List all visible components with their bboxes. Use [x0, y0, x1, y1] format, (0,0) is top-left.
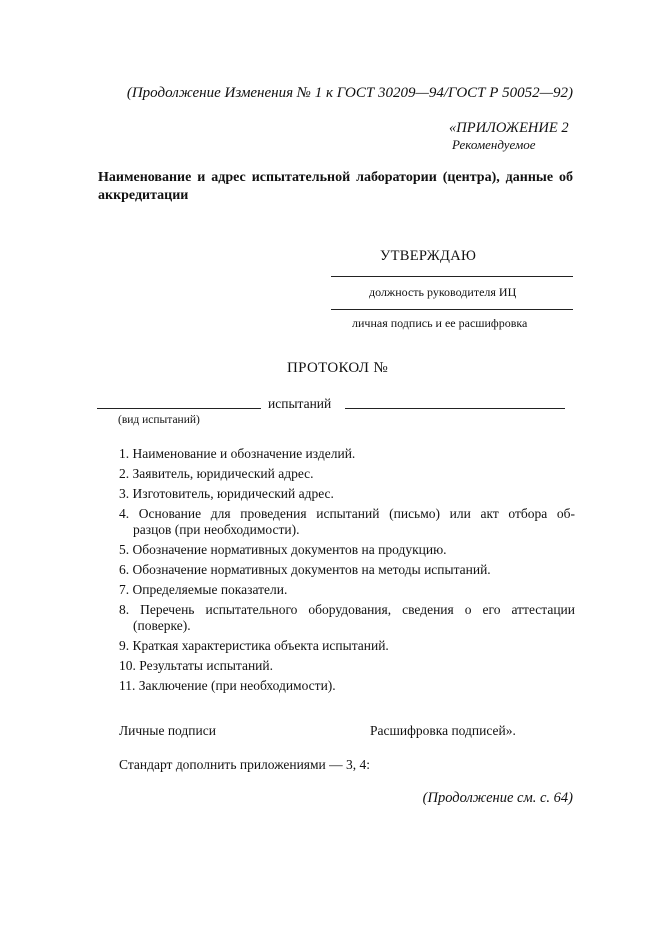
personal-signatures-label: Личные подписи: [119, 723, 216, 738]
approval-title: УТВЕРЖДАЮ: [380, 248, 477, 264]
tests-label: испытаний: [268, 396, 332, 411]
tests-kind-caption: (вид испытаний): [118, 414, 200, 426]
list-item: 8. Перечень испытательного оборудования, сведения о его аттестации (поверке).: [119, 602, 575, 633]
list-item: 5. Обозначение нормативных документов на продукцию.: [119, 542, 447, 557]
position-line: [331, 276, 573, 277]
list-item: 10. Результаты испытаний.: [119, 658, 273, 673]
list-item: 2. Заявитель, юридический адрес.: [119, 466, 314, 481]
position-caption: должность руководителя ИЦ: [369, 285, 517, 299]
lab-heading: Наименование и адрес испытательной лаборатории (центра), данные об аккредитации: [98, 170, 573, 203]
list-item: 4. Основание для проведения испытаний (письмо) или акт отбора об- разцов (при необходимости).: [119, 506, 575, 537]
list-item: 7. Определяемые показатели.: [119, 582, 288, 597]
protocol-title: ПРОТОКОЛ №: [287, 360, 388, 376]
standard-addition-text: Стандарт дополнить приложениями — 3, 4:: [119, 757, 371, 772]
tests-kind-blank: [97, 408, 261, 409]
list-item: 9. Краткая характеристика объекта испытаний.: [119, 638, 389, 653]
continuation-header: (Продолжение Изменения № 1 к ГОСТ 30209—94/ГОСТ Р 50052—92): [126, 85, 573, 101]
tests-object-blank: [345, 408, 565, 409]
protocol-contents-list: [119, 446, 575, 698]
appendix-title: «ПРИЛОЖЕНИЕ 2: [449, 120, 569, 136]
signatures-decoding-label: Расшифровка подписей».: [370, 723, 516, 738]
appendix-status: Рекомендуемое: [452, 137, 536, 152]
list-item: 1. Наименование и обозначение изделий.: [119, 446, 356, 461]
continued-footer: (Продолжение см. с. 64): [422, 790, 573, 806]
list-item: 11. Заключение (при необходимости).: [119, 678, 336, 693]
list-item: 3. Изготовитель, юридический адрес.: [119, 486, 334, 501]
signature-line: [331, 309, 573, 310]
signature-caption: личная подпись и ее расшифровка: [352, 316, 528, 330]
list-item: 6. Обозначение нормативных документов на методы испытаний.: [119, 562, 491, 577]
